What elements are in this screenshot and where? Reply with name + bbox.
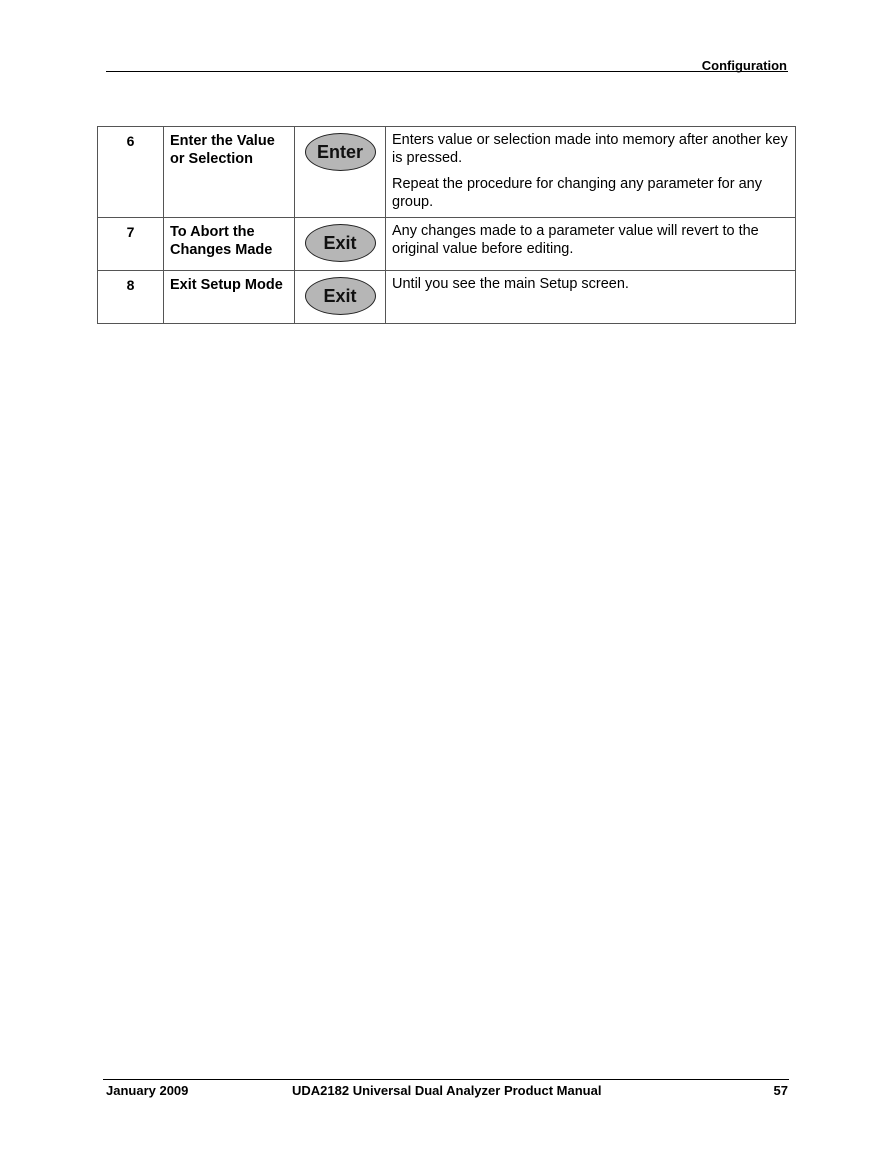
description-paragraph: Repeat the procedure for changing any parameter for any group. <box>392 176 762 210</box>
step-number: 6 <box>98 127 164 218</box>
step-action: To Abort the Changes Made <box>164 218 295 271</box>
procedure-table <box>97 126 796 324</box>
page-number: 57 <box>773 1083 788 1098</box>
step-description <box>386 271 796 324</box>
footer-date: January 2009 <box>106 1083 189 1098</box>
exit-key-icon: Exit <box>305 224 376 262</box>
key-cell <box>295 127 386 218</box>
header-divider <box>106 71 788 72</box>
step-description <box>386 127 796 218</box>
step-number: 7 <box>98 218 164 271</box>
key-cell <box>295 218 386 271</box>
enter-key-icon: Enter <box>305 133 376 171</box>
step-action: Exit Setup Mode <box>164 271 295 324</box>
step-action: Enter the Value or Selection <box>164 127 295 218</box>
page-header-title: Configuration <box>701 58 787 73</box>
table-row <box>98 218 796 271</box>
step-number: 8 <box>98 271 164 324</box>
description-paragraph: Until you see the main Setup screen. <box>392 276 629 292</box>
table-row <box>98 127 796 218</box>
step-description <box>386 218 796 271</box>
footer-divider <box>103 1079 789 1080</box>
footer-manual-title: UDA2182 Universal Dual Analyzer Product Manual <box>292 1083 602 1098</box>
table-row <box>98 271 796 324</box>
exit-key-icon: Exit <box>305 277 376 315</box>
description-paragraph: Enters value or selection made into memory after another key is pressed. <box>392 132 788 166</box>
description-paragraph: Any changes made to a parameter value will revert to the original value before editing. <box>392 223 759 257</box>
key-cell <box>295 271 386 324</box>
